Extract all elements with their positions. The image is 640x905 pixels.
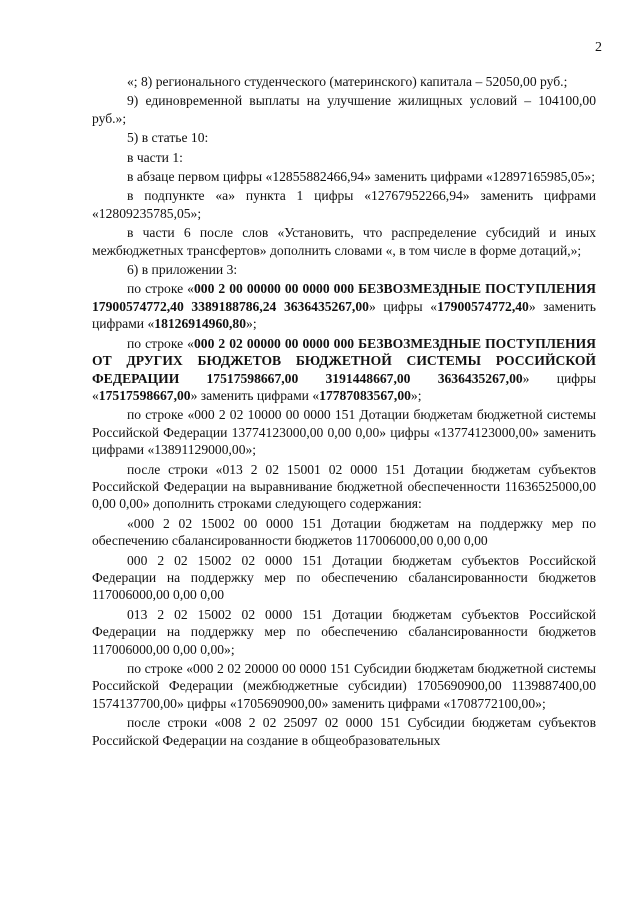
- text-run: » цифры «: [92, 370, 596, 403]
- paragraph-2: 9) единовременной выплаты на улучшение жилищных условий – 104100,00 руб.»;: [92, 93, 596, 126]
- bold-run: 17517598667,00: [98, 387, 191, 403]
- paragraph-8: 6) в приложении 3:: [127, 262, 238, 278]
- paragraph-12: после строки «013 2 02 15001 02 0000 151 Дотации бюджетам субъектов Российской Федерации на выравнивание бюджетной обеспеченности 11636525000,00 0,00 0,00» дополнить строками следующего содержания:: [92, 461, 596, 512]
- paragraph-1: «; 8) регионального студенческого (материнского) капитала – 52050,00 руб.;: [127, 74, 568, 89]
- paragraph-6: в подпункте «а» пункта 1 цифры «12767952266,94» заменить цифрами «12809235785,05»;: [92, 188, 596, 221]
- paragraph-5: в абзаце первом цифры «12855882466,94» заменить цифрами «12897165985,05»;: [127, 169, 596, 185]
- bold-run: 000 2 00 00000 00 0000 000 БЕЗВОЗМЕЗДНЫЕ ПОСТУПЛЕНИЯ 17900574772,40 3389188786,24 3636435267,00: [92, 281, 596, 314]
- paragraph-16: по строке «000 2 02 20000 00 0000 151 Субсидии бюджетам бюджетной системы Российской Федерации (межбюджетные субсидии) 1705690900,00 1139887400,00 1574137700,00» цифры «1705690900,00» заменить цифрами «1708772100,00»;: [92, 661, 596, 711]
- text-run: » заменить цифрами «: [92, 298, 596, 332]
- text-run: »;: [246, 316, 257, 332]
- paragraph-11: по строке «000 2 02 10000 00 0000 151 Дотации бюджетам бюджетной системы Российской Федерации 13774123000,00 0,00 0,00» цифры «13774123000,00» заменить цифрами «13891129000,00»;: [92, 407, 596, 458]
- paragraph-15: 013 2 02 15002 02 0000 151 Дотации бюджетам субъектов Российской Федерации на поддержку мер по обеспечению сбалансированности бюджетов 117006000,00 0,00 0,00»;: [92, 606, 596, 657]
- text-run: по строке «: [127, 335, 194, 351]
- page-number: 2: [595, 40, 602, 55]
- text-run: »;: [410, 387, 422, 403]
- bold-run: 18126914960,80: [154, 316, 247, 332]
- paragraph-14: 000 2 02 15002 02 0000 151 Дотации бюджетам субъектов Российской Федерации на поддержку мер по обеспечению сбалансированности бюджетов 117006000,00 0,00 0,00: [92, 552, 596, 603]
- paragraph-10: [92, 335, 596, 405]
- text-run: » заменить цифрами «: [190, 387, 320, 403]
- document-body: [92, 73, 596, 751]
- paragraph-9: [92, 280, 596, 332]
- paragraph-4: в части 1:: [127, 149, 183, 165]
- paragraph-7: в части 6 после слов «Установить, что распределение субсидий и иных межбюджетных трансфертов» дополнить словами «, в том числе в форме дотаций,»;: [92, 225, 596, 258]
- paragraph-13: «000 2 02 15002 00 0000 151 Дотации бюджетам на поддержку мер по обеспечению сбалансированности бюджетов 117006000,00 0,00 0,00: [92, 515, 596, 549]
- paragraph-3: 5) в статье 10:: [127, 130, 209, 146]
- paragraph-17: после строки «008 2 02 25097 02 0000 151 Субсидии бюджетам субъектов Российской Федерации на создание в общеобразовательных: [92, 715, 596, 748]
- bold-run: 000 2 02 00000 00 0000 000 БЕЗВОЗМЕЗДНЫЕ ПОСТУПЛЕНИЯ ОТ ДРУГИХ БЮДЖЕТОВ БЮДЖЕТНОЙ СИСТЕМЫ РОССИЙСКОЙ ФЕДЕРАЦИИ 17517598667,00 3191448667,00 3636435267,00: [92, 335, 596, 386]
- text-run: » цифры «: [368, 298, 438, 314]
- bold-run: 17900574772,40: [437, 298, 529, 314]
- text-run: по строке «: [127, 281, 194, 297]
- bold-run: 17787083567,00: [319, 387, 411, 403]
